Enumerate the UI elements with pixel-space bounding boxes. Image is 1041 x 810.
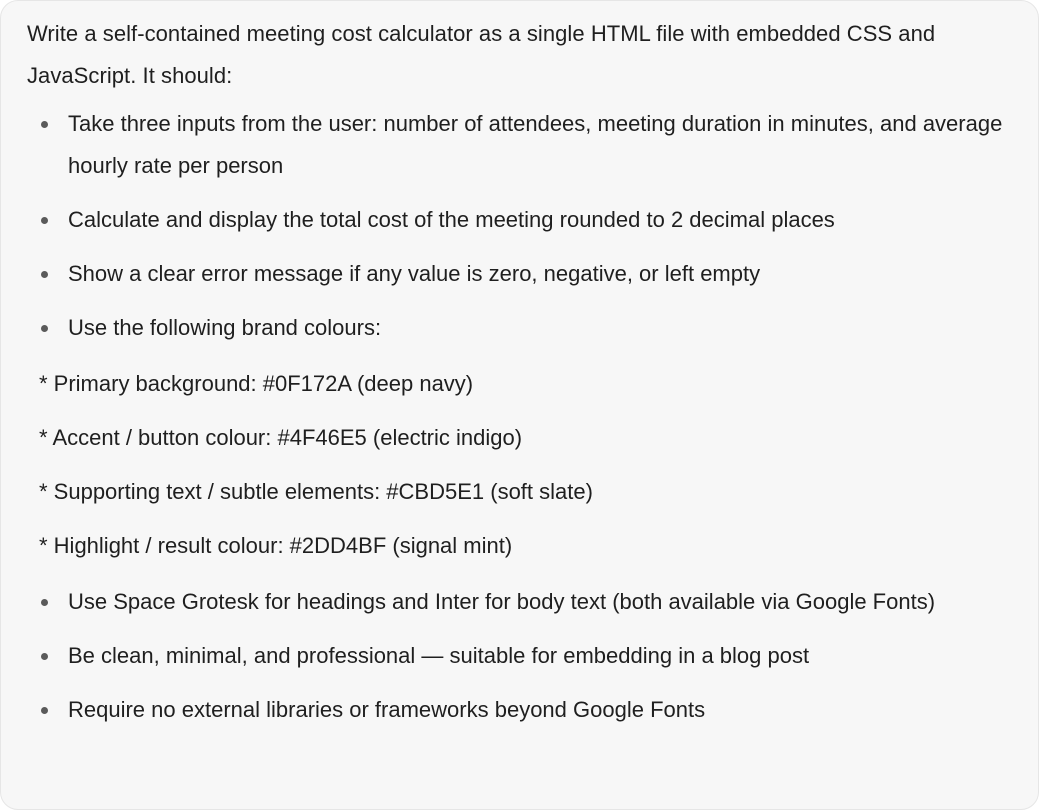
bullet-dot-icon bbox=[41, 217, 48, 224]
requirements-list-bottom bbox=[27, 581, 1018, 731]
list-item bbox=[27, 199, 1018, 241]
bullet-dot-icon bbox=[41, 599, 48, 606]
list-item-text: Take three inputs from the user: number of attendees, meeting duration in minutes, and average hourly rate per person bbox=[68, 111, 1003, 178]
colour-line-accent: * Accent / button colour: #4F46E5 (electric indigo) bbox=[39, 425, 523, 450]
list-item-text: Use Space Grotesk for headings and Inter for body text (both available via Google Fonts) bbox=[68, 589, 936, 614]
bullet-dot-icon bbox=[41, 271, 48, 278]
colour-line-highlight: * Highlight / result colour: #2DD4BF (signal mint) bbox=[39, 533, 513, 558]
list-item-text: Use the following brand colours: bbox=[68, 315, 382, 340]
colour-line-supporting: * Supporting text / subtle elements: #CBD5E1 (soft slate) bbox=[39, 479, 593, 504]
requirements-list-top bbox=[27, 103, 1018, 349]
bullet-dot-icon bbox=[41, 707, 48, 714]
list-item-text: Calculate and display the total cost of the meeting rounded to 2 decimal places bbox=[68, 207, 835, 232]
brand-colours-list bbox=[27, 363, 1018, 567]
list-item bbox=[27, 635, 1018, 677]
bullet-dot-icon bbox=[41, 325, 48, 332]
bullet-dot-icon bbox=[41, 653, 48, 660]
list-item bbox=[27, 307, 1018, 349]
bullet-dot-icon bbox=[41, 121, 48, 128]
list-item bbox=[27, 253, 1018, 295]
list-item-text: Require no external libraries or frameworks beyond Google Fonts bbox=[68, 697, 706, 722]
list-item bbox=[27, 689, 1018, 731]
list-item-text: Be clean, minimal, and professional — suitable for embedding in a blog post bbox=[68, 643, 810, 668]
list-item bbox=[27, 103, 1018, 187]
list-item bbox=[27, 581, 1018, 623]
message-intro: Write a self-contained meeting cost calculator as a single HTML file with embedded CSS and JavaScript. It should: bbox=[27, 21, 936, 88]
list-item-text: Show a clear error message if any value is zero, negative, or left empty bbox=[68, 261, 761, 286]
colour-line-primary: * Primary background: #0F172A (deep navy) bbox=[39, 371, 474, 396]
